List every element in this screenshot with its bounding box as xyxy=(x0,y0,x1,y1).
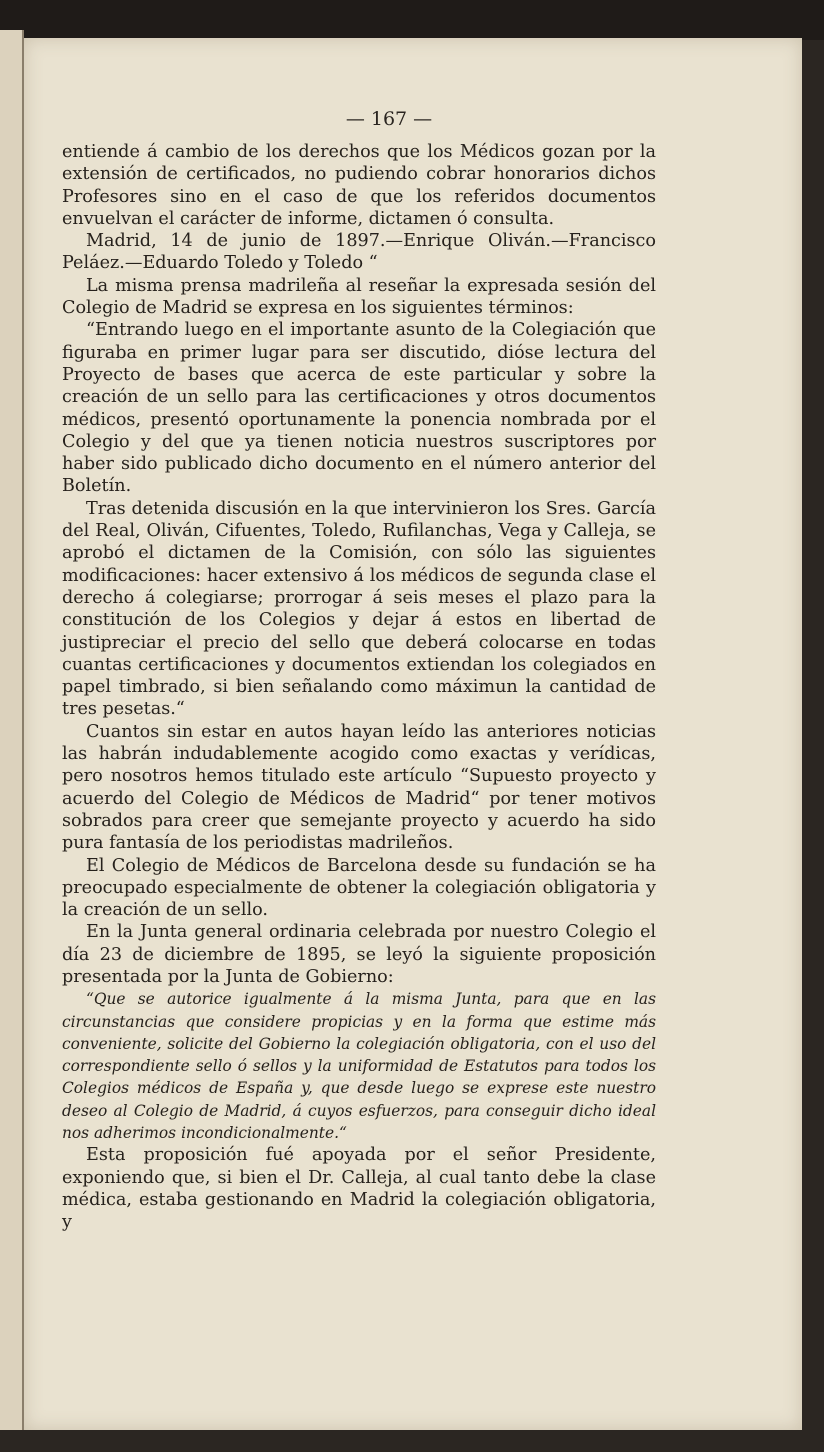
paragraph: Cuantos sin estar en autos hayan leído las anteriores noticias las habrán indudablemente acogido como exactas y verídicas, pero nosotros hemos titulado este artículo “Supuesto proyecto y acuerdo del Colegio de Médicos de Madrid“ por tener motivos sobrados para creer que semejante proyecto y acuerdo ha sido pura fantasía de los periodistas madrileños. xyxy=(62,721,656,854)
page-number: — 167 — xyxy=(345,108,433,130)
paragraph: Tras detenida discusión en la que intervinieron los Sres. García del Real, Oliván, Cifuentes, Toledo, Rufilanchas, Vega y Calleja, se aprobó el dictamen de la Comisión, con sólo las siguientes modificaciones: hacer extensivo á los médicos de segunda clase el derecho á colegiarse; prorrogar á seis meses el plazo para la constitución de los Colegios y dejar á estos en libertad de justipreciar el precio del sello que deberá colocarse en todas cuantas certificaciones y documentos extiendan los colegiados en papel timbrado, si bien señalando como máximun la cantidad de tres pesetas.“ xyxy=(62,498,656,720)
adjacent-page-edge xyxy=(0,30,24,1430)
book-page xyxy=(24,38,802,1430)
body-text xyxy=(62,141,656,1234)
paragraph: Esta proposición fué apoyada por el señor Presidente, exponiendo que, si bien el Dr. Calleja, al cual tanto debe la clase médica, estaba gestionando en Madrid la colegiación obligatoria, y xyxy=(62,1145,656,1233)
quoted-proposition: “Que se autorice igualmente á la misma Junta, para que en las circunstancias que considere propicias y en la forma que estime más conveniente, solicite del Gobierno la colegiación obligatoria, con el uso del correspondiente sello ó sellos y la uniformidad de Estatutos para todos los Colegios médicos de España y, que desde luego se exprese este nuestro deseo al Colegio de Madrid, á cuyos esfuerzos, para conseguir dicho ideal nos adherimos incondicionalmente.“ xyxy=(62,990,656,1143)
paragraph: entiende á cambio de los derechos que los Médicos gozan por la extensión de certificados, no pudiendo cobrar honorarios dichos Profesores sino en el caso de que los referidos documentos envuelvan el carácter de informe, dictamen ó consulta. xyxy=(62,142,656,229)
paragraph: “Entrando luego en el importante asunto de la Colegiación que figuraba en primer lugar para ser discutido, dióse lectura del Proyecto de bases que acerca de este particular y sobre la creación de un sello para las certificaciones y otros documentos médicos, presentó oportunamente la ponencia nombrada por el Colegio y del que ya tienen noticia nuestros suscriptores por haber sido publicado dicho documento en el número anterior del Boletín. xyxy=(62,320,656,497)
paragraph: La misma prensa madrileña al reseñar la expresada sesión del Colegio de Madrid se expresa en los siguientes términos: xyxy=(62,275,656,319)
paragraph: En la Junta general ordinaria celebrada por nuestro Colegio el día 23 de diciembre de 1895, se leyó la siguiente proposición presentada por la Junta de Gobierno: xyxy=(62,922,656,987)
paragraph: Madrid, 14 de junio de 1897.—Enrique Oliván.—Francisco Peláez.—Eduardo Toledo y Toledo “ xyxy=(62,231,656,274)
paragraph: El Colegio de Médicos de Barcelona desde su fundación se ha preocupado especialmente de obtener la colegiación obligatoria y la creación de un sello. xyxy=(62,855,656,921)
scan-background xyxy=(0,0,824,40)
